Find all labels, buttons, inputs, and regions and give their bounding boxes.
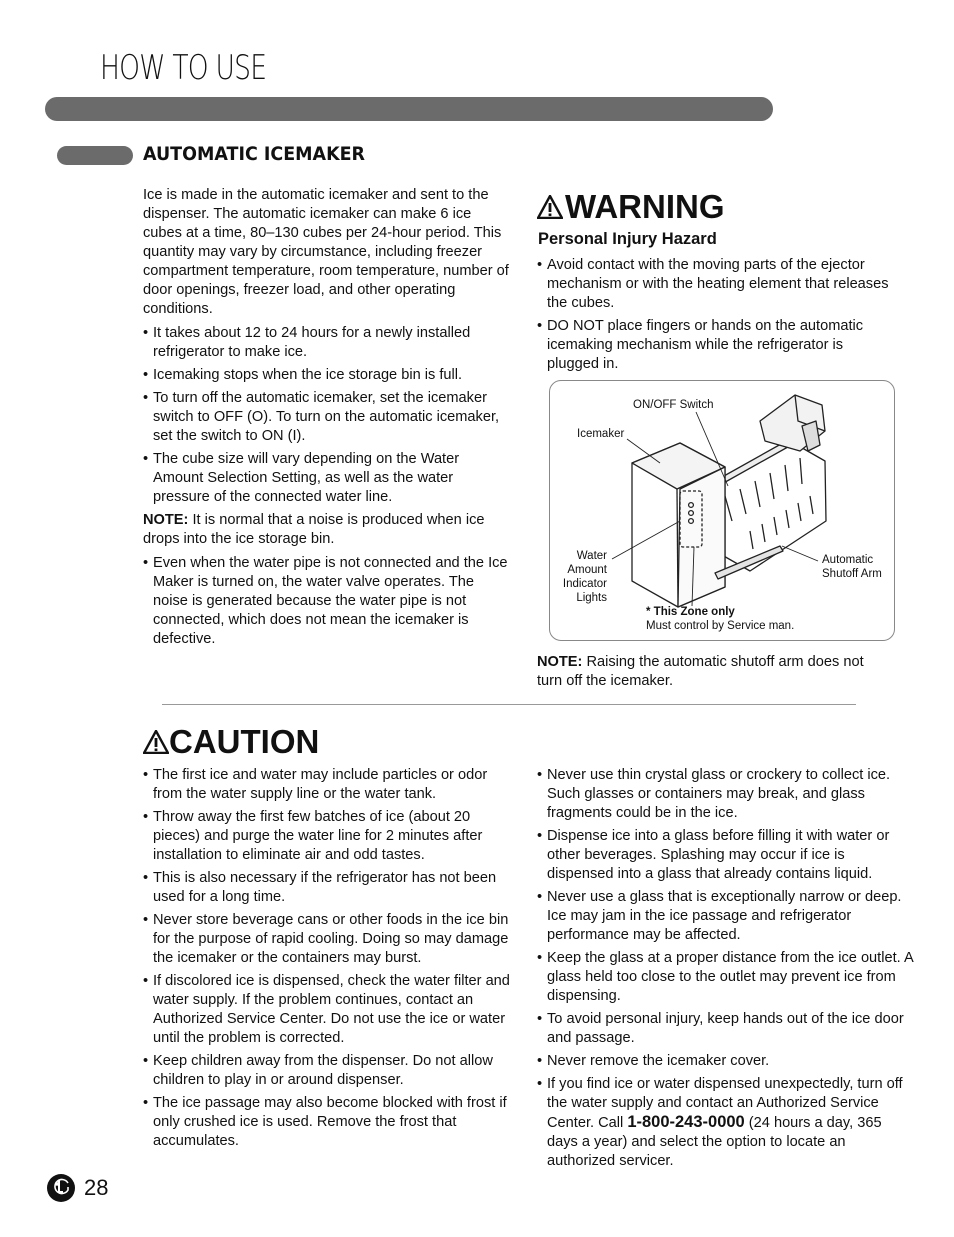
list-item: • The first ice and water may include particles or odor from the water supply line or the water tank. xyxy=(143,767,488,802)
section-title: AUTOMATIC ICEMAKER xyxy=(143,143,366,165)
intro-paragraph: Ice is made in the automatic icemaker and sent to the dispenser. The automatic icemaker can make 6 ice cubes at a time, 80–130 cubes per 24-hour period. This quantity may vary by circumstance, including freezer compartment temperature, room temperature, number of door openings, freezer load, and other operating conditions. xyxy=(143,187,509,317)
list-item: • DO NOT place fingers or hands on the automatic icemaking mechanism while the refrigerator is plugged in. xyxy=(537,318,864,372)
warning-bullets xyxy=(537,256,897,378)
intro-bullets-b xyxy=(143,554,511,649)
list-item: • Throw away the first few batches of ice (about 20 pieces) and purge the water line for 2 minutes after installation to eliminate air and odd tastes. xyxy=(143,809,483,863)
service-call-text: If you find ice or water dispensed unexpectedly, turn off the water supply and contact an Authorized Service Center. Call 1-800-243-0000 (24 hours a day, 365 days a year) and select the option to locate an authorized servicer. xyxy=(547,1076,903,1169)
phone-number: 1-800-243-0000 xyxy=(627,1113,745,1131)
warning-icon xyxy=(537,195,563,219)
list-item: • Keep the glass at a proper distance from the ice outlet. A glass held too close to the outlet may prevent ice from dispensing. xyxy=(537,950,913,1004)
list-item: • This is also necessary if the refrigerator has not been used for a long time. xyxy=(143,870,497,905)
warning-heading xyxy=(537,188,725,226)
list-item: • The cube size will vary depending on the Water Amount Selection Setting, as well as the water pressure of the connected water line. xyxy=(143,451,460,505)
page-footer xyxy=(46,1173,108,1203)
warning-title: WARNING xyxy=(565,188,725,225)
note-label: NOTE: xyxy=(143,512,189,528)
page-title: HOW TO USE xyxy=(100,48,267,88)
section-pill xyxy=(57,146,133,165)
list-item: • Icemaking stops when the ice storage bin is full. xyxy=(143,367,463,383)
shutoff-arm-label: Automatic Shutoff Arm xyxy=(822,554,882,580)
list-item: • Keep children away from the dispenser. Do not allow children to play in or around dispenser. xyxy=(143,1053,493,1088)
note-shutoff-arm xyxy=(537,653,877,691)
list-item: • The ice passage may also become blocked with frost if only crushed ice is used. Remove the frost that accumulates. xyxy=(143,1095,507,1149)
note-text: Raising the automatic shutoff arm does not turn off the icemaker. xyxy=(537,654,864,689)
list-item: • Even when the water pipe is not connected and the Ice Maker is turned on, the water valve operates. The noise is generated because the water pipe is not connected, which does not mean the icemaker is defective. xyxy=(143,555,508,647)
note-text: It is normal that a noise is produced when ice drops into the ice storage bin. xyxy=(143,512,485,547)
caution-title: CAUTION xyxy=(169,723,320,760)
intro-column xyxy=(143,186,511,653)
list-item: • Never use a glass that is exceptionally narrow or deep. Ice may jam in the ice passage and refrigerator performance may be affected. xyxy=(537,889,902,943)
list-item: • Never store beverage cans or other foods in the ice bin for the purpose of rapid cooling. Doing so may damage the icemaker or the containers may burst. xyxy=(143,912,509,966)
list-item: • To avoid personal injury, keep hands out of the ice door and passage. xyxy=(537,1011,904,1046)
list-item: • Dispense ice into a glass before filling it with water or other beverages. Splashing may occur if ice is dispensed into a glass that already contains liquid. xyxy=(537,828,890,882)
warning-icon xyxy=(143,730,169,754)
header-bar xyxy=(45,97,773,121)
list-item: • If you find ice or water dispensed unexpectedly, turn off the water supply and contact an Authorized Service Center. Call 1-800-243-0000 (24 hours a day, 365 days a year) and select the option to locate an authorized servicer. xyxy=(537,1076,903,1169)
caution-right-column xyxy=(537,766,915,1175)
icemaker-figure xyxy=(549,380,895,641)
list-item: • To turn off the automatic icemaker, set the icemaker switch to OFF (O). To turn on the automatic icemaker, set the switch to ON (I). xyxy=(143,390,500,444)
list-item: • Never use thin crystal glass or crockery to collect ice. Such glasses or containers may break, and glass fragments could be in the ice. xyxy=(537,767,891,821)
warning-subtitle: Personal Injury Hazard xyxy=(538,230,717,248)
list-item: • If discolored ice is dispensed, check the water filter and water supply. If the problem continues, contact an Authorized Service Center. Do not use the ice or water until the problem is corrected. xyxy=(143,973,510,1046)
intro-bullets-a xyxy=(143,324,511,507)
icemaker-label: Icemaker xyxy=(577,428,625,440)
section-divider xyxy=(162,704,856,705)
note-label: NOTE: xyxy=(537,654,583,670)
note-paragraph xyxy=(143,511,511,549)
zone-label: * This Zone only Must control by Service man. xyxy=(646,606,795,632)
list-item: • Avoid contact with the moving parts of the ejector mechanism or with the heating element that releases the cubes. xyxy=(537,257,889,311)
list-item: • It takes about 12 to 24 hours for a newly installed refrigerator to make ice. xyxy=(143,325,471,360)
page-number: 28 xyxy=(84,1175,109,1200)
switch-label: ON/OFF Switch xyxy=(633,399,714,411)
list-item: • Never remove the icemaker cover. xyxy=(537,1053,770,1069)
caution-heading xyxy=(143,723,319,761)
lg-logo-icon xyxy=(46,1173,76,1203)
caution-left-column xyxy=(143,766,518,1155)
water-indicator-label: Water Amount Indicator Lights xyxy=(562,550,607,604)
